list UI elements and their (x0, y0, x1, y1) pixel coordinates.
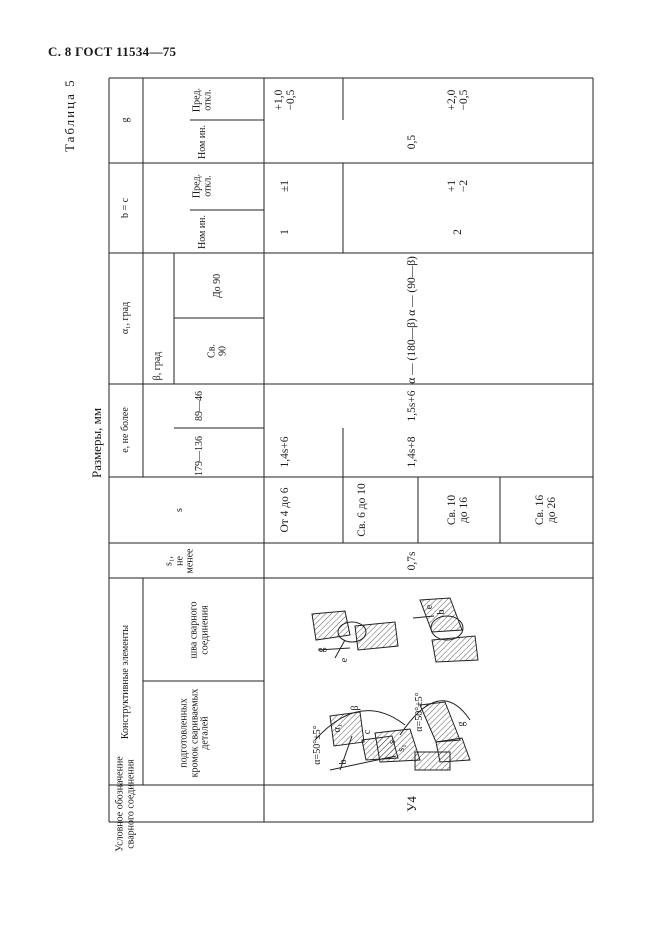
weld-seam-drawing (312, 598, 478, 662)
drawing-seam-e-label: e (338, 657, 350, 663)
cell-s-range-2: Св. 6 до 10 (355, 483, 368, 537)
cell-e-col2: 1,5s+6 (405, 390, 418, 422)
cell-alpha-col3: α — (180—β) (405, 318, 418, 384)
drawing-c-label: c (361, 729, 373, 735)
header-s1: s₁, не менее (163, 548, 196, 574)
cell-s-range-1: От 4 до 6 (278, 487, 291, 533)
cell-s-range-3: Св. 10 до 16 (445, 494, 470, 526)
table-units: Размеры, мм (89, 407, 104, 478)
header-weld-seam: шва сварного соединения (188, 601, 210, 659)
header-beta-range-1: 179—136 (193, 436, 205, 476)
header-bc-dev: Пред. откл. (191, 173, 213, 199)
cell-bc-dev-rest: +1 −2 (445, 179, 470, 193)
drawing-g2-label: g (455, 721, 467, 727)
header-designation: Условное обозначение сварного соединения (114, 756, 136, 852)
cell-bc-dev-first: ±1 (278, 179, 291, 193)
drawing-b-label: b (337, 759, 349, 765)
header-bc-nom: Ном ин. (196, 214, 208, 250)
header-constructive: Конструктивные элементы (119, 624, 131, 740)
cell-bc-nom-first: 1 (278, 229, 291, 235)
drawing-e-label: e (423, 604, 435, 610)
row-designation: У4 (404, 796, 420, 812)
drawing-s-label: s (386, 740, 398, 744)
cell-g-dev-first: +1,0 −0,5 (272, 89, 297, 111)
cell-e-first: 1,4s+6 (278, 436, 291, 468)
header-alpha1: α₁, град (119, 301, 131, 335)
header-beta-range-4: До 90 (211, 273, 223, 299)
header-g-dev: Пред. откл. (191, 87, 213, 113)
drawing-alpha1-label: α₁ (331, 723, 343, 733)
cell-e-rest: 1,4s+8 (405, 436, 418, 468)
cell-g-nom: 0,5 (405, 134, 418, 150)
header-prepared-edges: подготовленных кромок свариваемых деталей (178, 688, 211, 778)
cell-alpha-col4: α — (90—β) (405, 256, 418, 316)
drawing-seam-b-label: b (435, 609, 447, 615)
drawing-s1-label: s₁ (395, 744, 407, 752)
drawing-beta-label: β (349, 705, 361, 711)
cell-g-dev-rest: +2,0 −0,5 (445, 89, 470, 111)
drawing-angle-label-2: α=50°±5° (413, 692, 425, 732)
drawing-g-label: g (315, 647, 327, 653)
header-e: e, не более (119, 407, 131, 453)
header-beta-range-2: 89—46 (193, 391, 205, 421)
table-caption: Таблица 5 (62, 78, 77, 152)
header-beta-range-3: Св. 90 (206, 344, 228, 358)
cell-bc-nom-rest: 2 (451, 229, 464, 235)
header-s: s (173, 508, 185, 512)
header-g-nom: Ном ин. (196, 124, 208, 160)
drawing-angle-label-1: α=50°±5° (311, 725, 323, 765)
header-beta: β, град (151, 351, 163, 381)
header-g: g (119, 117, 131, 123)
page-header: С. 8 ГОСТ 11534—75 (48, 44, 177, 59)
cell-s1: 0,7s (405, 551, 418, 571)
cell-s-range-4: Св. 16 до 26 (533, 494, 558, 526)
header-bc: b = c (119, 197, 131, 219)
